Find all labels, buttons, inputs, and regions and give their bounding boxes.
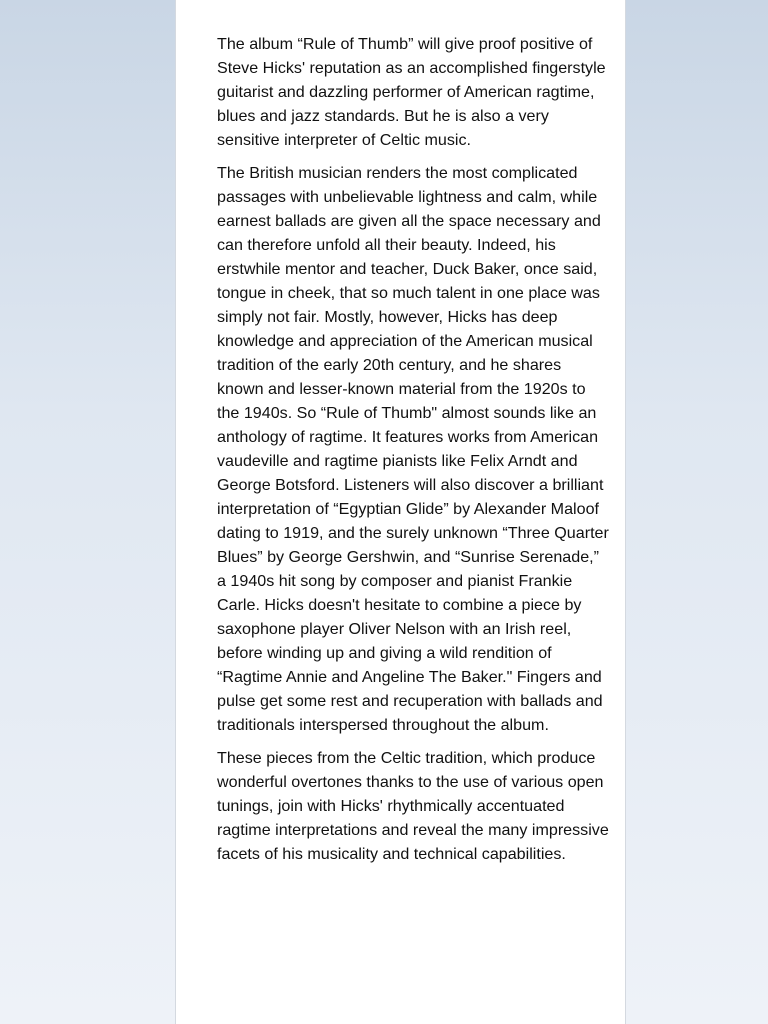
article-body bbox=[217, 32, 609, 875]
article-paragraph-intro: The album “Rule of Thumb” will give proof positive of Steve Hicks' reputation as an accomplished fingerstyle guitarist and dazzling performer of American ragtime, blues and jazz standards. But he is also a very sensitive interpreter of Celtic music. bbox=[217, 35, 606, 149]
article-paragraph-main: The British musician renders the most complicated passages with unbelievable lightness and calm, while earnest ballads are given all the space necessary and can therefore unfold all their beauty. Indeed, his erstwhile mentor and teacher, Duck Baker, once said, tongue in cheek, that so much talent in one place was simply not fair. Mostly, however, Hicks has deep knowledge and appreciation of the American musical tradition of the early 20th century, and he shares known and lesser-known material from the 1920s to the 1940s. So “Rule of Thumb" almost sounds like an anthology of ragtime. It features works from American vaudeville and ragtime pianists like Felix Arndt and George Botsford. Listeners will also discover a brilliant interpretation of “Egyptian Glide” by Alexander Maloof dating to 1919, and the surely unknown “Three Quarter Blues” by George Gershwin, and “Sunrise Serenade,” a 1940s hit song by composer and pianist Frankie Carle. Hicks doesn't hesitate to combine a piece by saxophone player Oliver Nelson with an Irish reel, before winding up and giving a wild rendition of “Ragtime Annie and Angeline The Baker." Fingers and pulse get some rest and recuperation with ballads and traditionals interspersed throughout the album. bbox=[217, 164, 609, 734]
article-card bbox=[175, 0, 626, 1024]
article-paragraph-closing: These pieces from the Celtic tradition, which produce wonderful overtones thanks to the use of various open tunings, join with Hicks' rhythmically accentuated ragtime interpretations and reveal the many impressive facets of his musicality and technical capabilities. bbox=[217, 749, 609, 863]
